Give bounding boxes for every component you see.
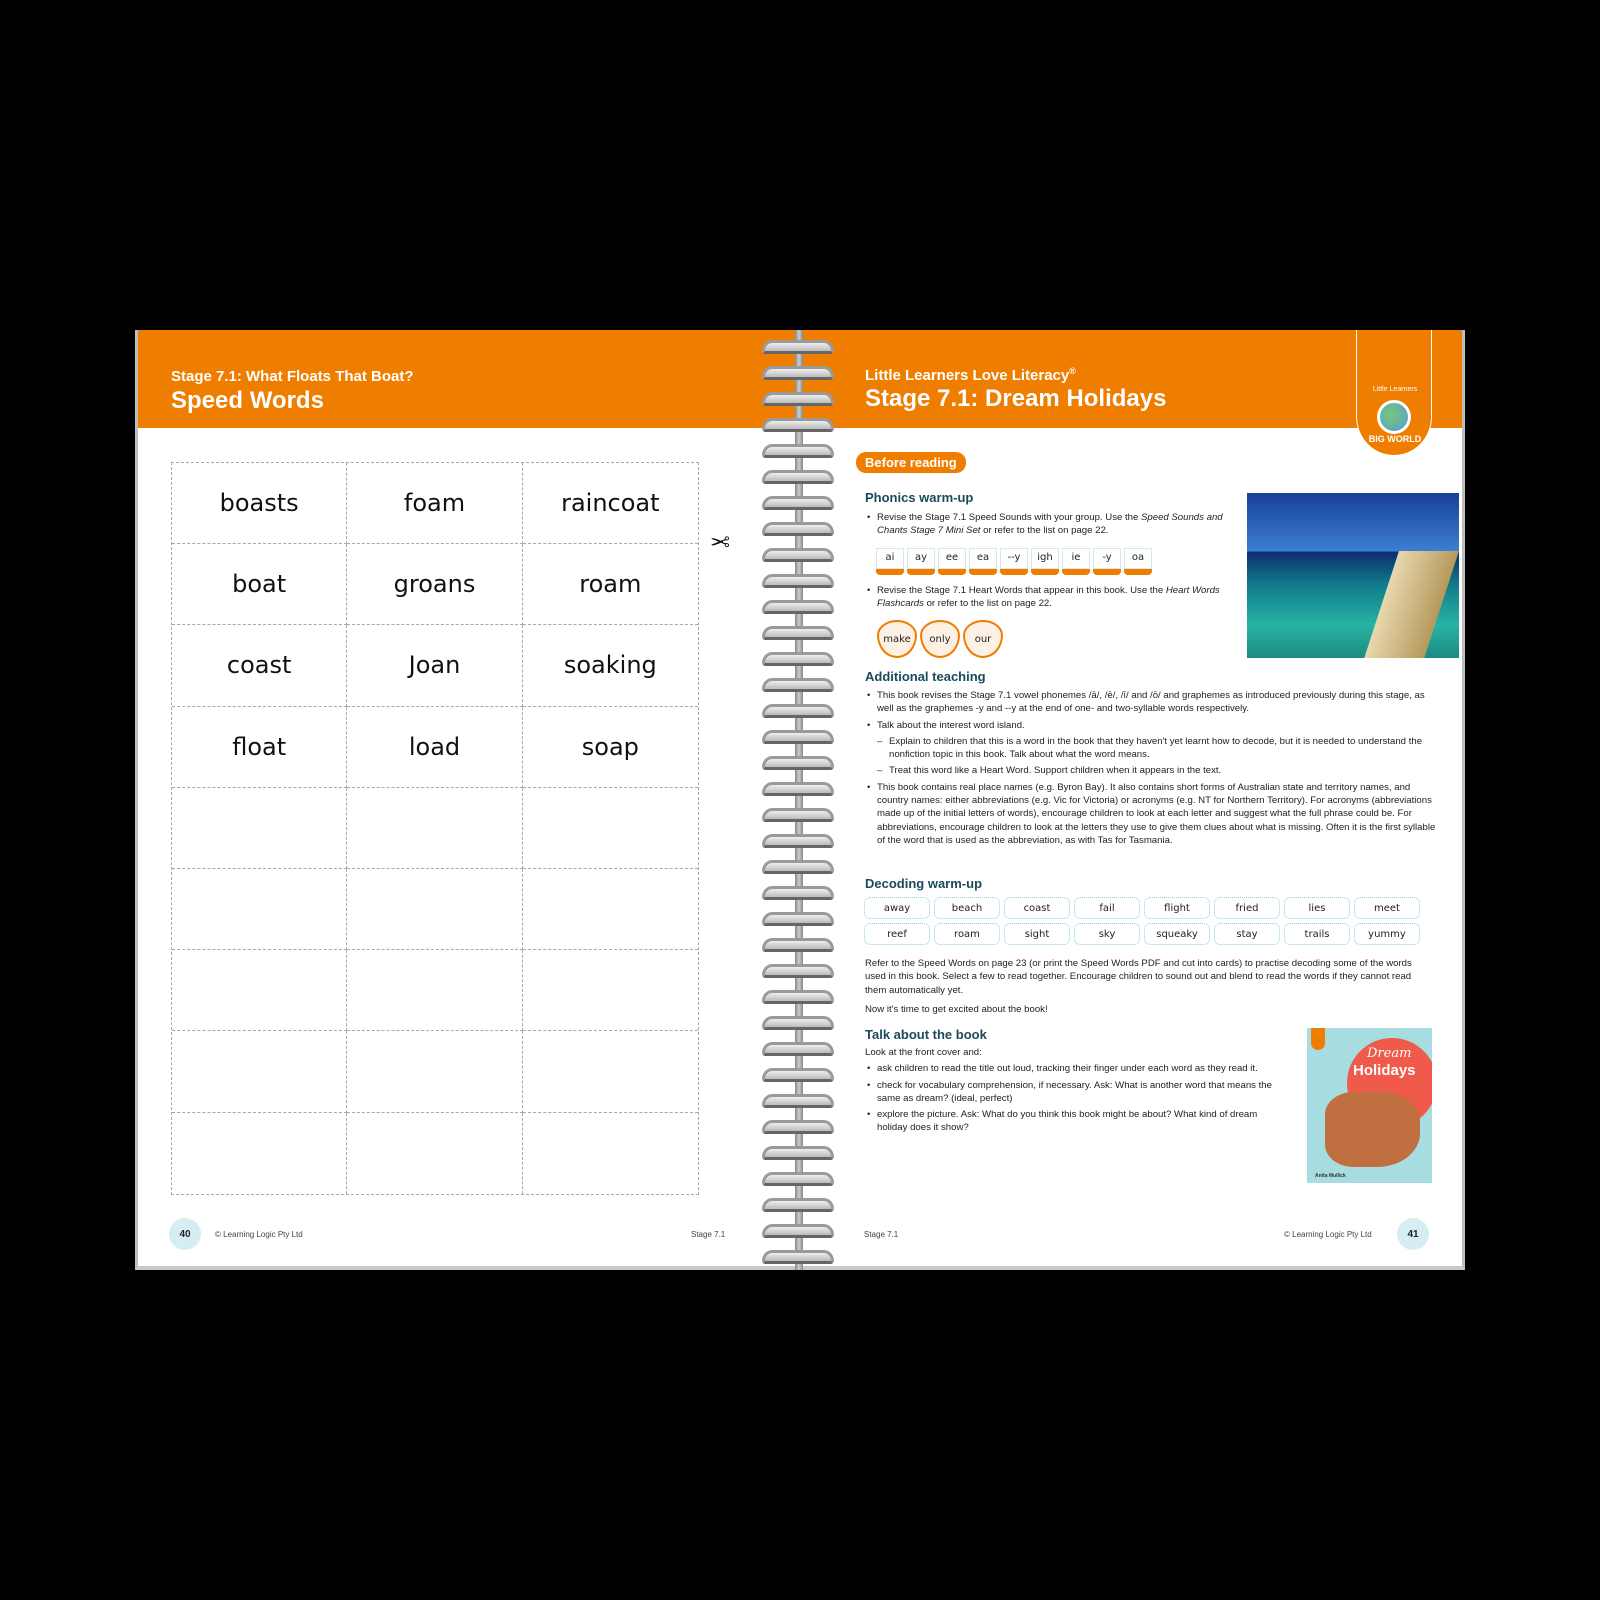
talk-intro: Look at the front cover and: [865, 1047, 982, 1058]
left-page [135, 330, 795, 1270]
additional-bullet: • This book revises the Stage 7.1 vowel phonemes /ā/, /ē/, /ī/ and /ō/ and graphemes as introduced previously during this stage, as well as the graphemes -y and --y at the end of one- and two-syllable words respectively. [865, 689, 1437, 716]
ring [762, 1146, 834, 1160]
ring [762, 886, 834, 900]
ring [762, 366, 834, 380]
heart-word-card: only [920, 620, 960, 658]
ring [762, 522, 834, 536]
speed-sound-card: ea [969, 548, 997, 575]
ring [762, 496, 834, 510]
page-number: 41 [1397, 1218, 1429, 1250]
additional-bullet: • Talk about the interest word island. [865, 719, 1437, 732]
decoding-word: sky [1074, 923, 1140, 945]
decoding-paragraph: Refer to the Speed Words on page 23 (or print the Speed Words PDF and cut into cards) to practise decoding some of the words used in this book. Select a few to read together. Encourage children to sound out and blend to read the words if they cannot read them automatically yet. [865, 958, 1412, 996]
decoding-word: beach [934, 897, 1000, 919]
decoding-word: yummy [1354, 923, 1420, 945]
ring [762, 1016, 834, 1030]
footer-copyright: © Learning Logic Pty Ltd [1284, 1230, 1372, 1239]
decoding-word: flight [1144, 897, 1210, 919]
heart-words-row [877, 620, 1003, 658]
speed-words-grid [171, 462, 699, 1195]
decoding-word: sight [1004, 923, 1070, 945]
speed-word-card: coast [172, 625, 347, 706]
ring [762, 1042, 834, 1056]
speed-word-card: roam [523, 544, 698, 625]
photo-land [1363, 551, 1459, 658]
decoding-word: meet [1354, 897, 1420, 919]
text: Revise the Stage 7.1 Speed Sounds with your group. Use the [877, 512, 1141, 523]
blank-card [347, 1113, 522, 1194]
decoding-word: reef [864, 923, 930, 945]
book-cover-image [1307, 1028, 1432, 1183]
speed-word-card: raincoat [523, 463, 698, 544]
speed-sound-card: igh [1031, 548, 1059, 575]
speed-sound-card: oa [1124, 548, 1152, 575]
decoding-word: roam [934, 923, 1000, 945]
blank-card [172, 950, 347, 1031]
heart-word-card: make [877, 620, 917, 658]
talk-heading: Talk about the book [865, 1027, 987, 1042]
blank-card [523, 788, 698, 869]
ring [762, 418, 834, 432]
blank-card [523, 950, 698, 1031]
text-italic: Heart Words Flashcards [877, 585, 1220, 610]
speed-word-card: foam [347, 463, 522, 544]
ring [762, 678, 834, 692]
ring [762, 1198, 834, 1212]
ring [762, 392, 834, 406]
badge-line2: BIG WORLD [1368, 434, 1422, 444]
ring [762, 548, 834, 562]
blank-card [347, 950, 522, 1031]
speed-sound-card: -y [1093, 548, 1121, 575]
speed-word-card: soaking [523, 625, 698, 706]
decoding-heading: Decoding warm-up [865, 876, 983, 891]
page-number: 40 [169, 1218, 201, 1250]
ring [762, 470, 834, 484]
ring [762, 444, 834, 458]
blank-card [172, 1031, 347, 1112]
before-reading-badge: Before reading [856, 452, 966, 473]
excited-line: Now it's time to get excited about the book! [865, 1004, 1048, 1015]
ring [762, 652, 834, 666]
speed-word-card: float [172, 707, 347, 788]
decoding-words-grid [864, 897, 1420, 945]
blank-card [172, 1113, 347, 1194]
cover-title-1: Dream [1367, 1046, 1412, 1061]
ring [762, 1094, 834, 1108]
footer-copyright: © Learning Logic Pty Ltd [215, 1230, 303, 1239]
ring [762, 834, 834, 848]
ring [762, 574, 834, 588]
blank-card [172, 788, 347, 869]
ring [762, 340, 834, 354]
blank-card [523, 869, 698, 950]
ring [762, 756, 834, 770]
decoding-word: away [864, 897, 930, 919]
big-world-badge [1356, 330, 1432, 455]
footer-stage: Stage 7.1 [691, 1230, 726, 1239]
text: or refer to the list on page 22. [923, 598, 1052, 610]
text-italic: Speed Sounds and Chants Stage 7 Mini Set [877, 512, 1223, 537]
additional-teaching-list [865, 689, 1437, 850]
ring [762, 1068, 834, 1082]
speed-sound-card: ai [876, 548, 904, 575]
decoding-word: trails [1284, 923, 1350, 945]
phonics-bullet-2 [865, 584, 1225, 614]
speed-word-card: groans [347, 544, 522, 625]
speed-sound-card: --y [1000, 548, 1028, 575]
cover-australia-map [1325, 1092, 1420, 1167]
additional-bullet: • This book contains real place names (e.g. Byron Bay). It also contains short forms of Australian state and territory names, and country names: either abbreviations (e.g. Vic for Victoria) or acronyms (e.g. NT for Northern Territory). For acronyms (abbreviations made up of the initial letters of words), encourage children to look at each letter and suggest what the full phrase could be. For abbreviations, encourage children to look at the letters they use to give them clues about what is missing. Often it is the first syllable of the word that is used as the abbreviation, as with Tas for Tasmania. [865, 781, 1437, 847]
decoding-word: fail [1074, 897, 1140, 919]
blank-card [523, 1031, 698, 1112]
speed-word-card: soap [523, 707, 698, 788]
decoding-word: fried [1214, 897, 1280, 919]
additional-subbullet: – Treat this word like a Heart Word. Support children when it appears in the text. [865, 764, 1437, 777]
phonics-bullet-1 [865, 511, 1225, 541]
ring [762, 860, 834, 874]
ring [762, 990, 834, 1004]
left-header-title: Speed Words [171, 387, 324, 414]
spiral-binding [762, 330, 836, 1270]
footer-stage: Stage 7.1 [864, 1230, 899, 1239]
ring [762, 938, 834, 952]
decoding-word: coast [1004, 897, 1070, 919]
talk-list [865, 1046, 1290, 1138]
speed-word-card: Joan [347, 625, 522, 706]
speed-sound-card: ie [1062, 548, 1090, 575]
scissors-icon: ✂ [710, 527, 731, 554]
ring [762, 626, 834, 640]
decoding-word: stay [1214, 923, 1280, 945]
speed-sound-card: ee [938, 548, 966, 575]
ring [762, 808, 834, 822]
registered-mark: ® [1069, 366, 1076, 376]
decoding-word: squeaky [1144, 923, 1210, 945]
speed-sound-card: ay [907, 548, 935, 575]
additional-teaching-heading: Additional teaching [865, 669, 986, 684]
blank-card [172, 869, 347, 950]
blank-card [523, 1113, 698, 1194]
speed-sounds-row [876, 548, 1152, 575]
blank-card [347, 788, 522, 869]
right-header-title: Stage 7.1: Dream Holidays [865, 385, 1167, 412]
badge-line1: Little Learners [1372, 386, 1418, 393]
ring [762, 1120, 834, 1134]
cover-title-2: Holidays [1353, 1062, 1416, 1079]
talk-bullet: • check for vocabulary comprehension, if necessary. Ask: What is another word that means the same as dream? (ideal, perfect) [865, 1079, 1290, 1106]
ring [762, 1250, 834, 1264]
series-name: Little Learners Love Literacy [865, 367, 1070, 384]
text: or refer to the list on page 22. [980, 525, 1109, 537]
speed-word-card: boasts [172, 463, 347, 544]
speed-word-card: boat [172, 544, 347, 625]
coastline-photo [1247, 493, 1459, 658]
phonics-heading: Phonics warm-up [865, 490, 974, 505]
right-header-subtitle [865, 366, 1076, 384]
left-header-subtitle: Stage 7.1: What Floats That Boat? [171, 368, 414, 385]
additional-subbullet: – Explain to children that this is a word in the book that they haven't yet learnt how to decode, but it is needed to understand the nonfiction topic in this book. Talk about what the word means. [865, 735, 1437, 762]
speed-word-card: load [347, 707, 522, 788]
cover-logo-tab [1311, 1028, 1325, 1050]
ring [762, 1224, 834, 1238]
decoding-word: lies [1284, 897, 1350, 919]
talk-bullet: • explore the picture. Ask: What do you think this book might be about? What kind of dream holiday does it show? [865, 1108, 1290, 1135]
globe-icon [1377, 400, 1411, 434]
blank-card [347, 1031, 522, 1112]
left-header [138, 330, 795, 428]
blank-card [347, 869, 522, 950]
cover-author: Anita Mullick [1315, 1173, 1346, 1179]
ring [762, 600, 834, 614]
ring [762, 730, 834, 744]
ring [762, 964, 834, 978]
heart-word-card: our [963, 620, 1003, 658]
ring [762, 1172, 834, 1186]
ring [762, 912, 834, 926]
text: Revise the Stage 7.1 Heart Words that appear in this book. Use the [877, 585, 1166, 596]
ring [762, 704, 834, 718]
talk-bullet: • ask children to read the title out loud, tracking their finger under each word as they read it. [865, 1062, 1290, 1075]
ring [762, 782, 834, 796]
